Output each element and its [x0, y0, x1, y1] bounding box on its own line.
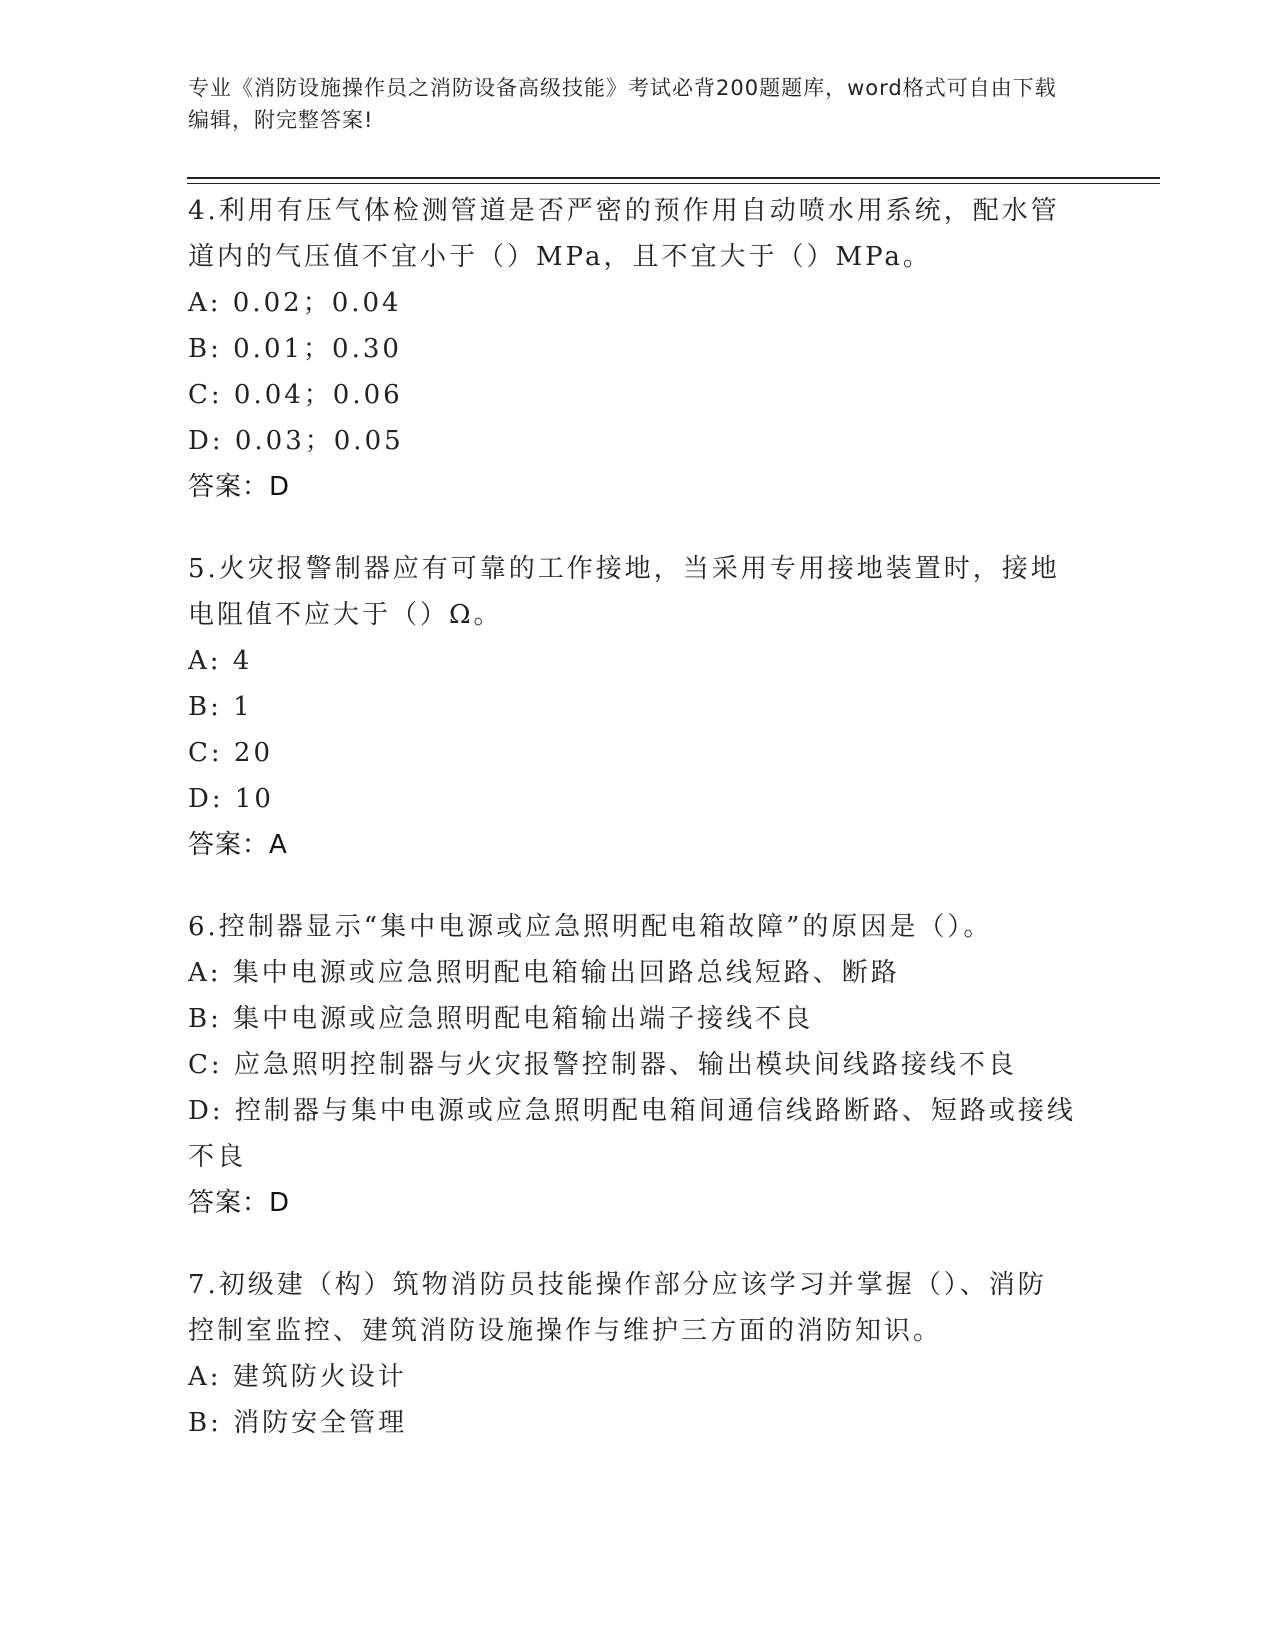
- option-d: D: 控制器与集中电源或应急照明配电箱间通信线路断路、短路或接线不良: [188, 1096, 1076, 1172]
- header-divider-thin: [187, 183, 1160, 184]
- question-stem: 4.利用有压气体检测管道是否严密的预作用自动喷水用系统，配水管道内的气压值不宜小于（）MPa，且不宜大于（）MPa。: [188, 196, 1060, 272]
- option-a: A: 建筑防火设计: [188, 1362, 407, 1392]
- question-stem: 6.控制器显示“集中电源或应急照明配电箱故障”的原因是（）。: [188, 912, 993, 942]
- option-a: A: 4: [188, 646, 253, 676]
- question-4: [188, 188, 1088, 510]
- answer: 答案：D: [188, 472, 291, 502]
- question-list: [188, 188, 1088, 1482]
- option-a: A: 集中电源或应急照明配电箱输出回路总线短路、断路: [188, 958, 900, 988]
- question-stem: 5.火灾报警制器应有可靠的工作接地，当采用专用接地装置时，接地电阻值不应大于（）Ω。: [188, 554, 1060, 630]
- option-b: B: 0.01；0.30: [188, 334, 402, 364]
- question-7: [188, 1262, 1088, 1446]
- option-d: D: 0.03；0.05: [188, 426, 404, 456]
- header-divider-thick: [187, 177, 1160, 179]
- option-c: C: 20: [188, 738, 274, 768]
- question-5: [188, 546, 1088, 868]
- document-header: 专业《消防设施操作员之消防设备高级技能》考试必背200题题库，word格式可自由下载编辑，附完整答案!: [188, 76, 1057, 132]
- question-stem: 7.初级建（构）筑物消防员技能操作部分应该学习并掌握（）、消防控制室监控、建筑消防设施操作与维护三方面的消防知识。: [188, 1270, 1047, 1346]
- option-b: B: 1: [188, 692, 253, 722]
- question-6: [188, 904, 1088, 1226]
- answer: 答案：D: [188, 1188, 291, 1218]
- option-c: C: 应急照明控制器与火灾报警控制器、输出模块间线路接线不良: [188, 1050, 1017, 1080]
- option-b: B: 消防安全管理: [188, 1408, 408, 1438]
- option-c: C: 0.04；0.06: [188, 380, 403, 410]
- option-d: D: 10: [188, 784, 274, 814]
- option-b: B: 集中电源或应急照明配电箱输出端子接线不良: [188, 1004, 814, 1034]
- answer: 答案：A: [188, 830, 288, 860]
- option-a: A: 0.02；0.04: [188, 288, 402, 318]
